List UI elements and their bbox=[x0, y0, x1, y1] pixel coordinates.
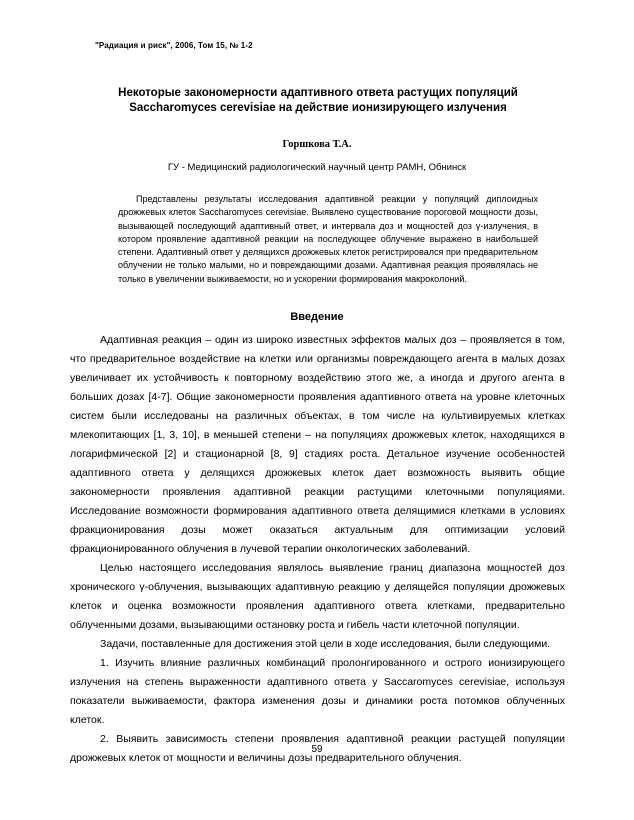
journal-reference: "Радиация и риск", 2006, Том 15, № 1-2 bbox=[95, 41, 253, 50]
article-affiliation: ГУ - Медицинский радиологический научный центр РАМН, Обнинск bbox=[167, 162, 467, 173]
page-number: 59 bbox=[311, 744, 323, 755]
article-title: Некоторые закономерности адаптивного ответа растущих популяций Saccharomyces cerevisiae на действие ионизирующего излучения bbox=[118, 87, 518, 114]
article-abstract: Представлены результаты исследования адаптивной реакции у популяций диплоидных дрожжевых клеток Saccharomyces cerevisiae. Выявлено существование пороговой мощности дозы, вызывающей последующий адаптивный ответ, и интервала доз и мощностей доз γ-излучения, в котором проявление адаптивной реакции на последующее облучение выражено в наибольшей степени. Адаптивный ответ у делящихся дрожжевых клеток регистрировался при предварительном облучении не только малыми, но и повреждающими дозами. Адаптивная реакция проявлялась не только в увеличении выживаемости, но и ускорении формирования макроколоний. bbox=[118, 194, 538, 284]
body-paragraph: Целью настоящего исследования являлось выявление границ диапазона мощностей доз хронического γ-облучения, вызывающих адаптивную реакцию у делящейся популяции дрожжевых клеток и оценка возможности проявления адаптивного ответа клетками, предварительно облученными дозами, вызывающими остановку роста и гибель части клеточной популяции. bbox=[70, 562, 565, 631]
body-paragraph: 2. Выявить зависимость степени проявления адаптивной реакции растущей популяции дрожжевых клеток от мощности и величины дозы предварительного облучения. bbox=[70, 733, 565, 764]
article-author: Горшкова Т.А. bbox=[282, 139, 352, 150]
body-paragraph: Адаптивная реакция – один из широко известных эффектов малых доз – проявляется в том, что предварительное воздействие на клетки или организмы повреждающего агента в малых дозах увеличивает их устойчивость к повторному воздействию этого же, а иногда и другого агента в больших дозах [4-7]. Общие закономерности проявления адаптивного ответа на уровне клеточных систем были исследованы на различных объектах, в том числе на культивируемых клетках млекопитающих [1, 3, 10], в меньшей степени – на популяциях дрожжевых клеток, находящихся в логарифмической [2] и стационарной [8, 9] стадиях роста. Детальное изучение особенностей адаптивного ответа у делящихся дрожжевых клеток дает возможность выявить общие закономерности проявления адаптивной реакции растущими клеточными популяциями. Исследование возможности формирования адаптивного ответа делящимися клетками в условиях фракционирования дозы может оказаться актуальным для оптимизации условий фракционированного облучения в лучевой терапии онкологических заболеваний. bbox=[70, 334, 565, 555]
body-paragraph: Задачи, поставленные для достижения этой цели в ходе исследования, были следующими. bbox=[100, 638, 551, 650]
section-heading-introduction: Введение bbox=[290, 311, 344, 323]
body-paragraph: 1. Изучить влияние различных комбинаций пролонгированного и острого ионизирующего излучения на степень выраженности адаптивного ответа у Saccaromyces cerevisiae, используя показатели выживаемости, фактора изменения дозы и динамики роста потомков облученных клеток. bbox=[70, 657, 565, 726]
article-body bbox=[70, 331, 565, 768]
